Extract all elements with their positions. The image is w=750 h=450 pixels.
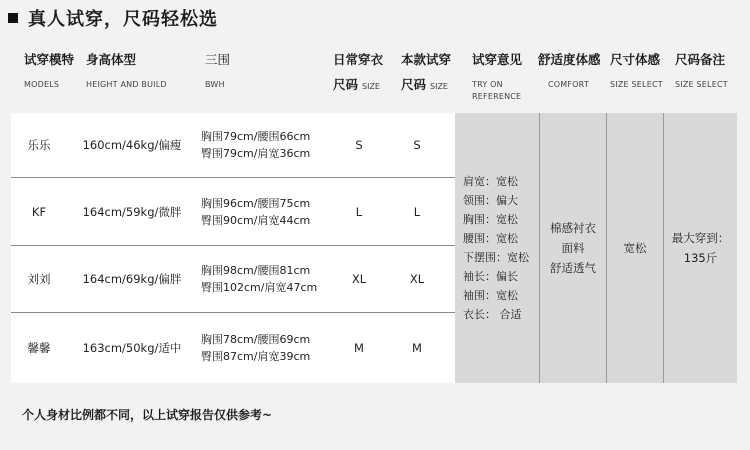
height-build: 164cm/59kg/微胖: [82, 204, 182, 219]
bwh-measurements: 胸围96cm/腰围75cm 臀围90cm/肩宽44cm: [201, 196, 311, 227]
model-name: 乐乐: [27, 138, 51, 152]
try-size: M: [412, 341, 422, 355]
model-name: KF: [31, 204, 47, 219]
header-size-feel: 尺寸体感 SIZE SELECT: [610, 52, 663, 89]
header-size-note: 尺码备注 SIZE SELECT: [675, 52, 728, 89]
bwh-measurements: 胸围98cm/腰围81cm 臀围102cm/肩宽47cm: [201, 264, 318, 294]
daily-size: XL: [351, 272, 367, 286]
feedback-item: 袖长：偏长: [463, 270, 518, 283]
daily-size: S: [355, 138, 363, 152]
daily-size: M: [354, 341, 364, 355]
try-on-feedback: [455, 113, 539, 383]
feedback-item: 袖围：宽松: [463, 289, 518, 302]
header-try-size: 本款试穿 尺码 SIZE: [401, 52, 452, 92]
model-name: 刘刘: [27, 272, 51, 286]
feedback-item: 腰围：宽松: [463, 232, 518, 245]
header-bwh: 三围 BWH: [205, 52, 231, 89]
feedback-item: 肩宽：宽松: [463, 175, 518, 188]
size-feel: 宽松: [623, 241, 647, 255]
size-note: 最大穿到： 135斤: [671, 231, 730, 265]
try-size: XL: [409, 272, 425, 286]
header-daily-size: 日常穿衣 尺码 SIZE: [333, 52, 384, 92]
bwh-measurements: 胸围79cm/腰围66cm 臀围79cm/肩宽36cm: [201, 130, 311, 160]
feedback-item: 领围：偏大: [463, 194, 518, 207]
daily-size: L: [355, 204, 363, 219]
header-comfort: 舒适度体感 COMFORT: [538, 52, 601, 89]
feedback-item: 衣长： 合适: [463, 308, 522, 321]
height-build: 163cm/50kg/适中: [82, 341, 182, 355]
feedback-item: 下摆围：宽松: [463, 251, 529, 264]
square-bullet-icon: [8, 13, 18, 23]
height-build: 160cm/46kg/偏瘦: [82, 138, 182, 152]
section-title: [8, 4, 218, 32]
header-try-on-reference: 试穿意见 TRY ON REFERENCE: [472, 52, 523, 101]
try-size: S: [413, 138, 421, 152]
bwh-measurements: 胸围78cm/腰围69cm 臀围87cm/肩宽39cm: [201, 333, 311, 363]
comfort-description: 棉感衬衣 面料 舒适透气: [550, 221, 596, 275]
feedback-item: 胸围：宽松: [463, 213, 518, 226]
header-height-build: 身高体型 HEIGHT AND BUILD: [86, 52, 167, 89]
try-size: L: [413, 204, 421, 219]
section-title-text: 真人试穿，尺码轻松选: [28, 9, 218, 30]
model-name: 馨馨: [27, 341, 51, 355]
height-build: 164cm/69kg/偏胖: [82, 272, 182, 286]
footnote: 个人身材比例都不同，以上试穿报告仅供参考~: [22, 408, 273, 422]
header-models: 试穿模特 MODELS: [24, 52, 75, 89]
